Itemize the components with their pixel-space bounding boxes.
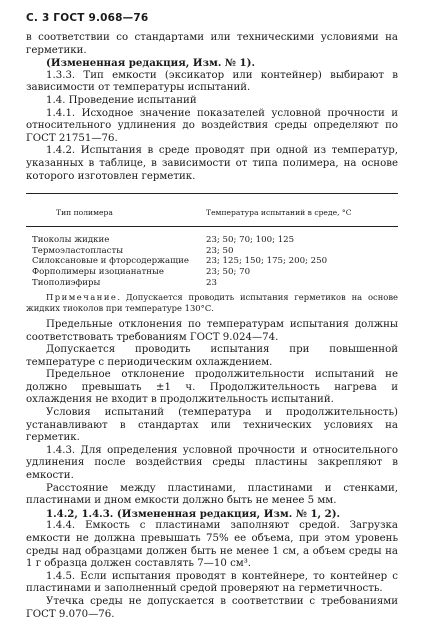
note-text: . Допускается проводить испытания герметиков на основе жидких тиоколов при температуре 130°С. (26, 292, 398, 313)
temperature-cell: 23 (206, 277, 217, 288)
polymer-cell: Силоксановые и фторсодержащие (32, 256, 189, 267)
temperature-cell: 23; 50; 70 (206, 266, 251, 277)
polymer-cell: Тиополиэфиры (32, 277, 101, 288)
paragraph: 1.4.5. Если испытания проводят в контейнере, то контейнер с пластинами и заполненный средой проверяют на герметичность. (26, 570, 398, 595)
paragraph: Условия испытаний (температура и продолжительность) устанавливают в стандартах или технических условиях на герметик. (26, 407, 398, 444)
table-header-temperature: Температура испытаний в среде, °С (206, 208, 352, 218)
temperature-cell: 23; 50; 70; 100; 125 (206, 235, 295, 246)
paragraph: 1.4.3. Для определения условной прочности и относительного удлинения после воздействия среды пластины закрепляют в емкости. (26, 444, 398, 482)
temperature-cell: 23; 50 (206, 245, 234, 256)
table-row (26, 235, 398, 246)
table-row (26, 246, 398, 257)
paragraph: Расстояние между пластинами, пластинами и стенками, пластинами и дном емкости должно быть не менее 5 мм. (26, 482, 398, 507)
table-header-polymer: Тип полимера (56, 208, 113, 218)
temperature-cell: 23; 125; 150; 175; 200; 250 (206, 256, 328, 267)
paragraph: Утечка среды не допускается в соответствии с требованиями ГОСТ 9.070—76. (26, 595, 398, 620)
paragraph: 1.4.4. Емкость с пластинами заполняют средой. Загрузка емкости не должна превышать 75% ее объема, при этом уровень среды над образцами должен быть не менее 1 см, а объем среды на 1 г образца должен составлять 7—10 см³. (26, 520, 398, 570)
paragraph: 1.4.1. Исходное значение показателей условной прочности и относительного удлинения до воздействия среды определяют по ГОСТ 21751—76. (26, 107, 398, 144)
bottom-paragraphs (26, 319, 398, 621)
temperature-table (26, 193, 398, 288)
table-row (26, 267, 398, 278)
table-rows (26, 227, 398, 288)
paragraph: (Измененная редакция, Изм. № 1). (46, 57, 256, 70)
paragraph: Допускается проводить испытания при повышенной температуре с периодическим охлаждением. (26, 344, 398, 368)
table-note (26, 292, 398, 313)
paragraph: 1.4. Проведение испытаний (46, 94, 197, 106)
polymer-cell: Форполимеры изоцианатные (32, 266, 164, 277)
document-body (26, 32, 398, 621)
table-header (26, 193, 398, 227)
paragraph: 1.4.2, 1.4.3. (Измененная редакция, Изм. № 1, 2). (46, 507, 341, 520)
paragraph: 1.3.3. Тип емкости (эксикатор или контейнер) выбирают в зависимости от температуры испытаний. (26, 69, 398, 94)
paragraph: Предельное отклонение продолжительности испытаний не должно превышать ±1 ч. Продолжительность нагрева и охлаждения не входит в продолжительность испытаний. (26, 369, 398, 406)
table-row (26, 278, 398, 289)
paragraph: 1.4.2. Испытания в среде проводят при одной из температур, указанных в таблице, в зависимости от типа полимера, на основе которого изготовлен герметик. (26, 145, 398, 182)
paragraph: Предельные отклонения по температурам испытания должны соответствовать требованиям ГОСТ 9.024—74. (26, 318, 398, 343)
polymer-cell: Термоэластопласты (32, 245, 124, 256)
note-label: Примечание (46, 292, 118, 303)
top-paragraphs (26, 32, 398, 183)
table-row (26, 256, 398, 267)
page-header: С. 3 ГОСТ 9.068—76 (26, 12, 149, 24)
polymer-cell: Тиоколы жидкие (32, 235, 110, 246)
paragraph: в соответствии со стандартами или техническими условиями на герметики. (26, 32, 398, 56)
